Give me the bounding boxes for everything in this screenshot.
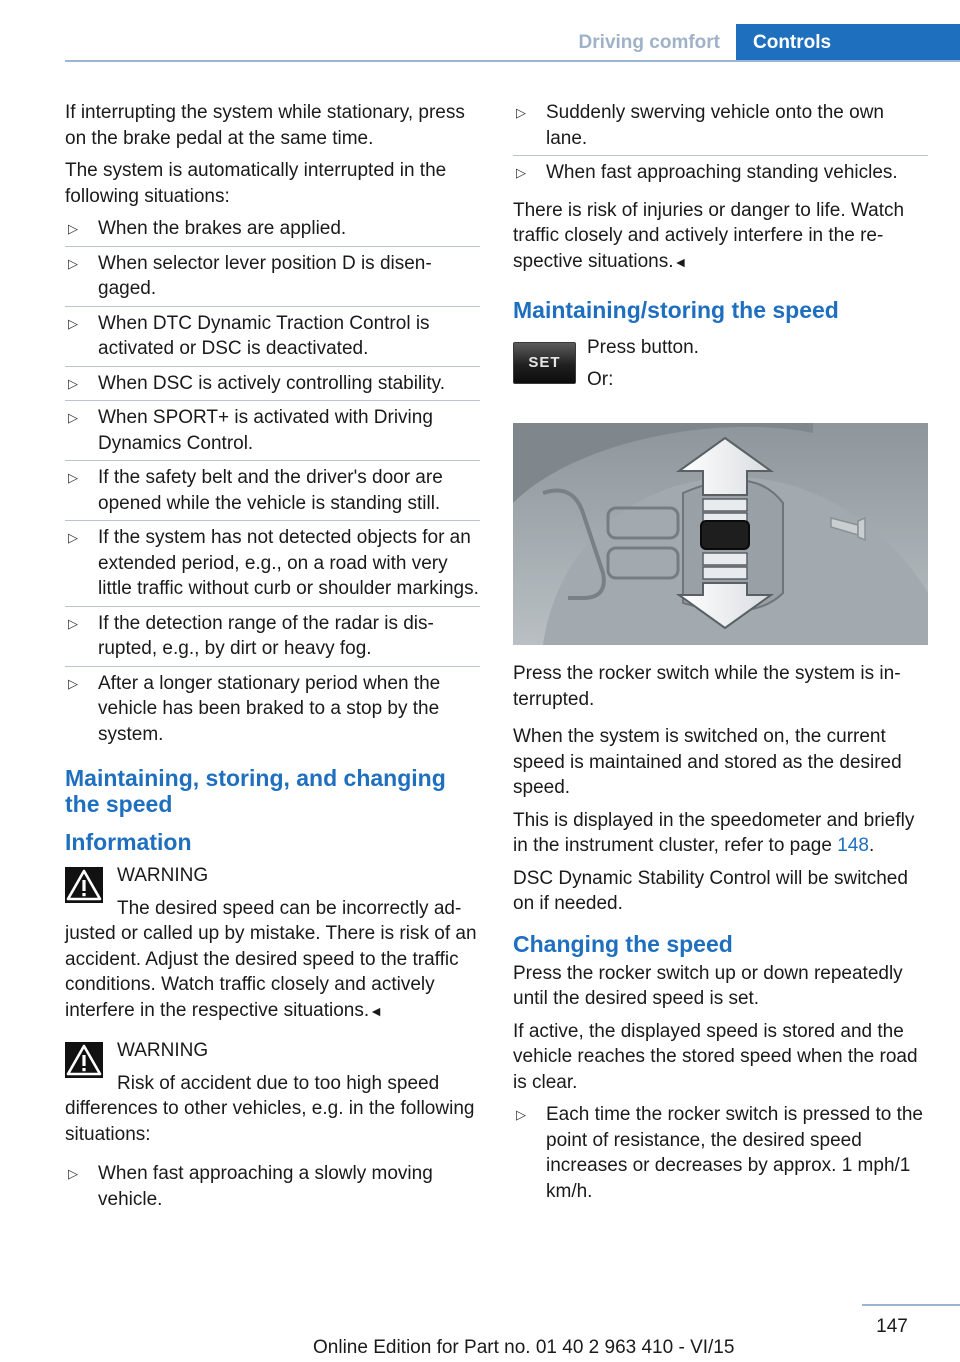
bullet-icon: ▷ — [68, 375, 78, 391]
list-item: ▷ When selector lever position D is disengaged. — [65, 246, 480, 306]
list-item: ▷ Each time the rocker switch is pressed to the point of resistance, the desired speed increases or decreases by approx. 1 mph/1 km/h. — [516, 1104, 923, 1202]
bullet-icon: ▷ — [68, 675, 78, 691]
bullet-icon: ▷ — [68, 530, 78, 545]
bullet-icon: ▷ — [68, 410, 78, 425]
edition-note: Online Edition for Part no. 01 40 2 963 410 - VI/15 — [313, 1337, 735, 1358]
paragraph: Press the rocker switch up or down repeatedly until the desired speed is set. — [513, 962, 903, 1009]
bullet-icon: ▷ — [516, 165, 526, 180]
list-item: ▷ When fast approaching standing vehicles. — [513, 155, 928, 190]
paragraph: There is risk of injuries or danger to life. Watch traffic closely and actively interfere in the respective situations.◄ — [513, 199, 905, 272]
bullet-icon: ▷ — [68, 315, 78, 331]
paragraph: If active, the displayed speed is stored and the vehicle reaches the stored speed when the road is clear. — [513, 1020, 918, 1093]
list-item: ▷ If the system has not detected objects for an extended period, e.g., on a road with very little traffic without curb or shoulder markings. — [65, 520, 480, 606]
section-heading: Maintaining, storing, and changing the speed — [65, 765, 446, 817]
warning-block — [65, 1038, 480, 1147]
steering-wheel-rocker-switch-image — [513, 423, 928, 645]
interrupt-situations-list — [65, 216, 480, 751]
warning-title: WARNING — [117, 865, 209, 886]
situations-list — [65, 1161, 480, 1216]
list-item: ▷ If the detection range of the radar is disrupted, e.g., by dirt or heavy fog. — [65, 606, 480, 666]
paragraph: The system is automatically interrupted in the following situations: — [65, 160, 447, 207]
right-column — [513, 100, 928, 1216]
end-mark: ◄ — [673, 253, 688, 270]
list-item: ▷ After a longer stationary period when the vehicle has been braked to a stop by the system. — [65, 666, 480, 752]
set-button-icon: SET — [513, 342, 576, 384]
list-item: ▷ If the safety belt and the driver's door are opened while the vehicle is standing still. — [65, 460, 480, 520]
subsection-heading: Changing the speed — [513, 930, 733, 957]
list-item: ▷ When SPORT+ is activated with Driving Dynamics Control. — [65, 400, 480, 460]
bullet-icon: ▷ — [68, 470, 78, 485]
list-item: ▷ When DTC Dynamic Traction Control is activated or DSC is deactivated. — [65, 306, 480, 366]
warning-triangle-icon — [65, 867, 103, 903]
warning-text: The desired speed can be incorrectly adjusted or called up by mistake. There is risk of an accident. Adjust the desired speed to the traffic conditions. Watch traffic closely and actively interfere in the respective situations.◄ — [65, 897, 477, 1021]
end-mark: ◄ — [369, 1002, 384, 1019]
page-number: 147 — [876, 1316, 908, 1337]
list-item: ▷ When the brakes are applied. — [65, 216, 480, 246]
instruction-text: Or: — [587, 368, 614, 390]
list-item: ▷ Suddenly swerving vehicle onto the own lane. — [516, 102, 884, 149]
set-button-instruction — [513, 335, 928, 405]
footer-rule — [862, 1304, 960, 1306]
left-column — [65, 100, 480, 1224]
warning-title: WARNING — [117, 1040, 209, 1061]
bullet-icon: ▷ — [68, 255, 78, 271]
list-item: ▷ When fast approaching a slowly moving vehicle. — [68, 1163, 433, 1210]
bullet-icon: ▷ — [68, 1166, 78, 1181]
paragraph: If interrupting the system while stationary, press on the brake pedal at the same time. — [65, 102, 465, 149]
header-section: Driving comfort — [578, 32, 720, 53]
paragraph: Press the rocker switch while the system is interrupted. — [513, 663, 901, 710]
rocker-switch-list — [513, 1102, 928, 1208]
bullet-icon: ▷ — [516, 105, 526, 120]
bullet-icon: ▷ — [68, 221, 78, 236]
header-rule — [65, 60, 960, 62]
bullet-icon: ▷ — [516, 1107, 526, 1122]
page-link[interactable]: 148 — [837, 835, 869, 856]
warning-text: Risk of accident due to too high speed differences to other vehicles, e.g. in the following situations: — [65, 1072, 475, 1145]
paragraph: This is displayed in the speedometer and briefly in the instrument cluster, refer to page 148. — [513, 809, 915, 856]
section-heading: Maintaining/storing the speed — [513, 297, 839, 323]
paragraph: When the system is switched on, the current speed is maintained and stored as the desired speed. — [513, 726, 902, 798]
header-chapter: Controls — [736, 24, 960, 62]
subsection-heading: Information — [65, 829, 192, 855]
list-item: ▷ When DSC is actively controlling stability. — [65, 366, 480, 401]
bullet-icon: ▷ — [68, 615, 78, 631]
situations-list-continued — [513, 100, 928, 190]
paragraph: DSC Dynamic Stability Control will be switched on if needed. — [513, 867, 908, 914]
warning-triangle-icon — [65, 1042, 103, 1078]
warning-block — [65, 863, 480, 1024]
instruction-text: Press button. — [587, 337, 699, 358]
